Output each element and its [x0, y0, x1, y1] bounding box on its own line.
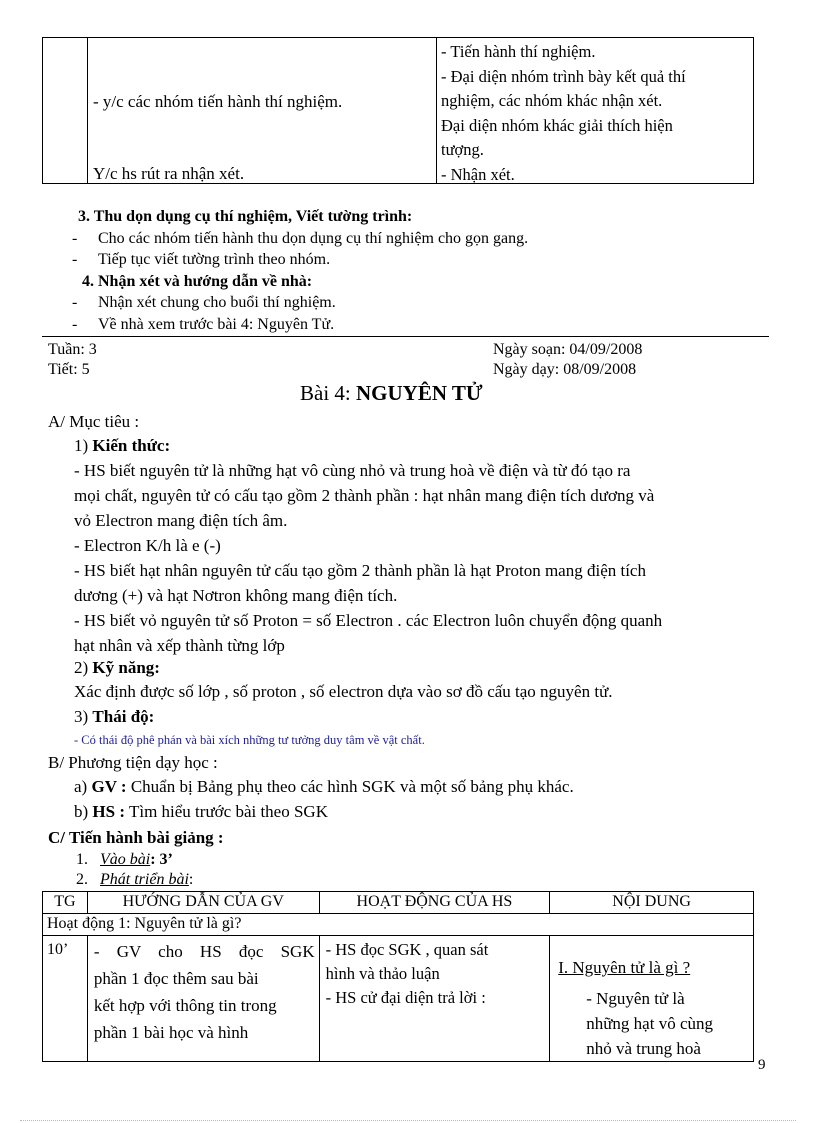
section3-item: - Cho các nhóm tiến hành thu dọn dụng cụ thí nghiệm cho gọn gang. [72, 230, 529, 247]
hs-line: - HS cử đại diện trả lời : [325, 988, 486, 1007]
top-table [42, 37, 754, 184]
header-hs: HOẠT ĐỘNG CỦA HS [319, 892, 550, 914]
top-table-hs-line: - Tiến hành thí nghiệm. [441, 42, 596, 61]
means-heading: B/ Phương tiện dạy học : [48, 753, 218, 772]
objectives-heading: A/ Mục tiêu : [48, 412, 140, 431]
knowledge-num: 1) [74, 436, 93, 455]
activity-table [42, 891, 754, 1062]
procedure-step-1 [76, 850, 173, 870]
knowledge-line: - HS biết hạt nhân nguyên tử cấu tạo gồm 2 thành phần là hạt Proton mang điện tích [74, 561, 646, 580]
attitude-heading [74, 705, 154, 729]
content-line: - Nguyên tử là [586, 989, 685, 1008]
knowledge-body [74, 458, 662, 658]
knowledge-heading [74, 434, 170, 458]
top-table-gv-line1: - y/c các nhóm tiến hành thí nghiệm. [93, 92, 343, 111]
gv-line: kết hợp với thông tin trong [93, 996, 277, 1015]
procedure-step-2 [76, 870, 193, 890]
top-table-hs-line: tượng. [441, 140, 484, 159]
step2-label: Phát triển bài [100, 871, 189, 888]
top-table-hs-line: nghiệm, các nhóm khác nhận xét. [441, 91, 663, 110]
section4-item: - Về nhà xem trước bài 4: Nguyên Tử. [72, 316, 335, 333]
date-prepared: Ngày soạn: 04/09/2008 [493, 341, 643, 358]
knowledge-line: hạt nhân và xếp thành từng lớp [74, 636, 285, 655]
period-label: Tiết: 5 [48, 361, 90, 378]
top-table-hs-line: Đại diện nhóm khác giải thích hiện [441, 115, 673, 135]
means-hs-prefix: b) [74, 802, 93, 821]
lesson-title-prefix: Bài 4: [300, 381, 356, 405]
separator-line [42, 336, 769, 337]
procedure-heading: C/ Tiến hành bài giảng : [48, 828, 224, 847]
section4-item-text: Nhận xét chung cho buổi thí nghiệm. [98, 294, 336, 311]
lesson-title [300, 380, 483, 406]
top-table-divider-2 [436, 38, 437, 183]
activity-title: Hoạt động 1: Nguyên tử là gì? [43, 914, 754, 936]
section3-heading: 3. Thu dọn dụng cụ thí nghiệm, Viết tường trình: [78, 208, 413, 225]
header-content: NỘI DUNG [550, 892, 754, 914]
means-gv-label: GV : [91, 777, 127, 796]
knowledge-label: Kiến thức: [92, 436, 171, 455]
skills-label: Kỹ năng: [92, 658, 160, 677]
activity-hs-cell [319, 936, 550, 1062]
content-line: những hạt vô cùng [586, 1014, 713, 1033]
activity-content-cell [550, 936, 754, 1062]
knowledge-line: vỏ Electron mang điện tích âm. [74, 511, 288, 530]
activity-gv-cell [87, 936, 319, 1062]
page-number: 9 [758, 1057, 766, 1073]
knowledge-line: mọi chất, nguyên tử có cấu tạo gồm 2 thành phần : hạt nhân mang điện tích dương và [74, 486, 655, 505]
page-bottom-edge [20, 1120, 796, 1121]
top-table-gv-line2: Y/c hs rút ra nhận xét. [93, 164, 245, 183]
section4-heading: 4. Nhận xét và hướng dẫn về nhà: [82, 273, 313, 290]
step1-num: 1. [76, 851, 88, 868]
step2-value: : [188, 871, 194, 888]
gv-line: phần 1 đọc thêm sau bài [93, 969, 259, 988]
top-table-hs-line: - Đại diện nhóm trình bày kết quả thí [441, 66, 686, 86]
content-line: nhỏ và trung hoà [586, 1039, 701, 1058]
knowledge-line: - Electron K/h là e (-) [74, 536, 221, 555]
section4-item: - Nhận xét chung cho buổi thí nghiệm. [72, 294, 336, 311]
knowledge-line: - HS biết vỏ nguyên tử số Proton = số Electron . các Electron luôn chuyển động quanh [74, 611, 663, 630]
step1-label: Vào bài [100, 851, 151, 868]
means-gv-prefix: a) [74, 777, 92, 796]
means-hs [74, 800, 328, 824]
means-gv-text: Chuẩn bị Bảng phụ theo các hình SGK và một số bảng phụ khác. [126, 777, 574, 796]
attitude-text: - Có thái độ phê phán và bài xích những tư tưởng duy tâm về vật chất. [74, 733, 425, 747]
knowledge-line: - HS biết nguyên tử là những hạt vô cùng nhỏ và trung hoà về điện và từ đó tạo ra [74, 461, 631, 480]
hs-line: - HS đọc SGK , quan sát [325, 940, 489, 959]
header-gv: HƯỚNG DẪN CỦA GV [87, 892, 319, 914]
section4-item-text: Về nhà xem trước bài 4: Nguyên Tử. [98, 316, 335, 333]
gv-line: phần 1 bài học và hình [93, 1023, 249, 1042]
section3-item: - Tiếp tục viết tường trình theo nhóm. [72, 251, 331, 268]
section3-item-text: Cho các nhóm tiến hành thu dọn dụng cụ thí nghiệm cho gọn gang. [98, 230, 529, 247]
lesson-title-name: NGUYÊN TỬ [356, 381, 483, 405]
skills-text: Xác định được số lớp , số proton , số electron dựa vào sơ đồ cấu tạo nguyên tử. [74, 682, 613, 701]
activity-time: 10’ [43, 936, 88, 1062]
attitude-num: 3) [74, 707, 93, 726]
means-hs-label: HS : [92, 802, 126, 821]
skills-num: 2) [74, 658, 93, 677]
step2-num: 2. [76, 871, 88, 888]
means-gv [74, 775, 574, 799]
section3-item-text: Tiếp tục viết tường trình theo nhóm. [98, 251, 331, 268]
content-heading: I. Nguyên tử là gì ? [558, 958, 691, 977]
date-taught: Ngày dạy: 08/09/2008 [493, 361, 637, 378]
top-table-hs-cell [441, 40, 686, 187]
hs-line: hình và thảo luận [325, 964, 440, 983]
gv-line: - GV cho HS đọc SGK [93, 942, 315, 961]
knowledge-line: dương (+) và hạt Nơtron không mang điện tích. [74, 586, 398, 605]
week-label: Tuần: 3 [48, 341, 97, 358]
step1-value: : 3’ [150, 851, 173, 868]
means-hs-text: Tìm hiểu trước bài theo SGK [125, 802, 328, 821]
header-tg: TG [43, 892, 88, 914]
attitude-label: Thái độ: [92, 707, 155, 726]
skills-heading [74, 656, 160, 680]
top-table-hs-line: - Nhận xét. [441, 164, 515, 184]
top-table-divider-1 [87, 38, 88, 183]
